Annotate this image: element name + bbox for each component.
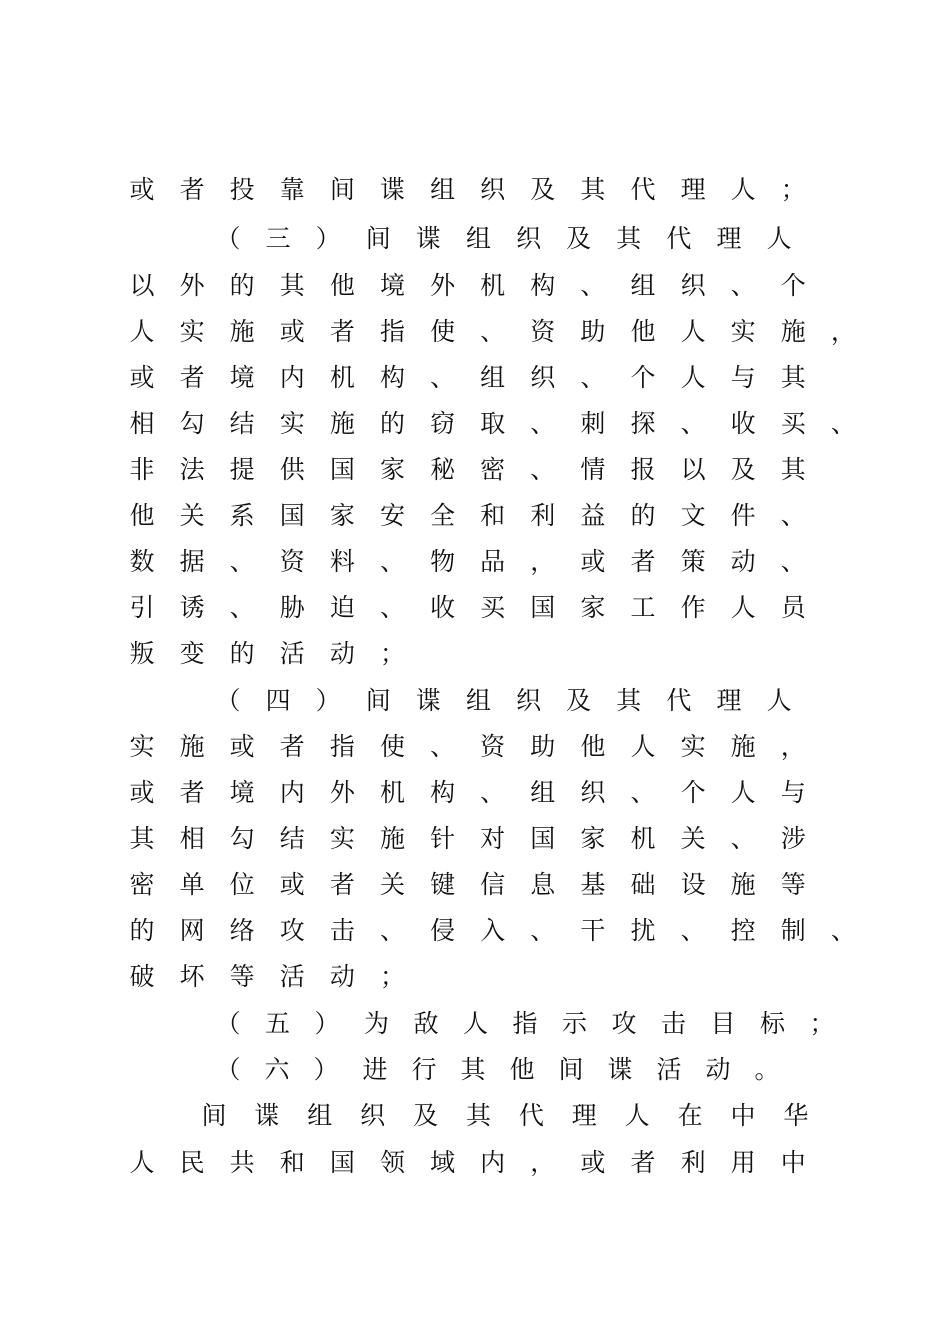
text-glyph: 涉 xyxy=(780,824,806,853)
text-glyph: 中 xyxy=(780,1148,806,1177)
text-glyph: ， xyxy=(530,547,556,576)
text-glyph: 间 xyxy=(365,686,391,715)
text-glyph: 谍 xyxy=(379,175,405,204)
text-glyph: 人 xyxy=(129,1148,155,1177)
text-glyph: 家 xyxy=(580,824,606,853)
text-glyph: 者 xyxy=(179,363,205,392)
text-glyph: 设 xyxy=(680,870,706,899)
text-glyph: 进 xyxy=(362,1055,388,1084)
text-glyph: 等 xyxy=(780,870,806,899)
text-glyph: 个 xyxy=(630,363,656,392)
text-glyph: 、 xyxy=(430,363,456,392)
text-glyph: 、 xyxy=(530,455,556,484)
text-glyph: 华 xyxy=(783,1101,809,1130)
text-glyph: 代 xyxy=(630,175,656,204)
text-glyph: ） xyxy=(313,1055,339,1084)
text-glyph: 国 xyxy=(329,1148,355,1177)
text-glyph: 理 xyxy=(716,686,742,715)
text-glyph: 买 xyxy=(480,593,506,622)
text-glyph: 动 xyxy=(730,547,756,576)
text-glyph: 或 xyxy=(129,778,155,807)
text-glyph: 干 xyxy=(580,916,606,945)
text-glyph: 的 xyxy=(379,409,405,438)
text-glyph: 扰 xyxy=(630,916,656,945)
text-glyph: 靠 xyxy=(279,175,305,204)
text-glyph: 据 xyxy=(179,547,205,576)
text-glyph: 间 xyxy=(365,224,391,253)
text-glyph: 国 xyxy=(530,824,556,853)
text-glyph: 利 xyxy=(680,1148,706,1177)
text-glyph: 其 xyxy=(580,175,606,204)
text-glyph: 人 xyxy=(730,593,756,622)
text-glyph: 工 xyxy=(630,593,656,622)
text-glyph: 机 xyxy=(329,363,355,392)
text-glyph: 击 xyxy=(329,916,355,945)
text-glyph: 间 xyxy=(329,175,355,204)
text-glyph: 组 xyxy=(307,1101,333,1130)
text-glyph: 理 xyxy=(716,224,742,253)
text-glyph: 键 xyxy=(430,870,456,899)
text-glyph: 织 xyxy=(580,778,606,807)
text-glyph: 国 xyxy=(530,593,556,622)
text-glyph: 及 xyxy=(413,1101,439,1130)
text-glyph: 谍 xyxy=(607,1055,633,1084)
text-glyph: （ xyxy=(215,224,241,253)
text-glyph: 和 xyxy=(480,501,506,530)
text-glyph: （ xyxy=(215,1009,241,1038)
text-glyph: 文 xyxy=(680,501,706,530)
text-glyph: 织 xyxy=(530,363,556,392)
text-glyph: 家 xyxy=(580,593,606,622)
text-glyph: 件 xyxy=(730,501,756,530)
text-glyph: ） xyxy=(315,686,341,715)
text-glyph: ； xyxy=(379,639,405,668)
text-glyph: 窃 xyxy=(430,409,456,438)
text-glyph: 勾 xyxy=(229,824,255,853)
text-glyph: 、 xyxy=(780,501,806,530)
text-glyph: 秘 xyxy=(430,455,456,484)
text-glyph: ） xyxy=(315,224,341,253)
text-glyph: 、 xyxy=(379,547,405,576)
text-glyph: 人 xyxy=(766,686,792,715)
text-glyph: 间 xyxy=(558,1055,584,1084)
text-glyph: 、 xyxy=(229,593,255,622)
text-glyph: 其 xyxy=(780,455,806,484)
text-glyph: 其 xyxy=(616,224,642,253)
text-glyph: 系 xyxy=(229,501,255,530)
text-glyph: 。 xyxy=(754,1055,780,1084)
text-glyph: 破 xyxy=(129,962,155,991)
text-glyph: 及 xyxy=(530,175,556,204)
text-glyph: 境 xyxy=(229,363,255,392)
text-glyph: 动 xyxy=(329,962,355,991)
text-glyph: 人 xyxy=(624,1101,650,1130)
text-glyph: 其 xyxy=(279,271,305,300)
text-glyph: 品 xyxy=(480,547,506,576)
text-glyph: 人 xyxy=(730,778,756,807)
text-glyph: 全 xyxy=(430,501,456,530)
text-glyph: 、 xyxy=(830,916,856,945)
text-glyph: 或 xyxy=(229,732,255,761)
text-glyph: 攻 xyxy=(279,916,305,945)
text-glyph: 实 xyxy=(680,732,706,761)
text-glyph: 五 xyxy=(264,1009,290,1038)
text-glyph: 与 xyxy=(730,363,756,392)
text-glyph: 密 xyxy=(480,455,506,484)
text-glyph: 或 xyxy=(279,317,305,346)
text-glyph: 用 xyxy=(730,1148,756,1177)
text-glyph: 、 xyxy=(630,778,656,807)
text-glyph: 目 xyxy=(710,1009,736,1038)
text-glyph: 控 xyxy=(730,916,756,945)
text-glyph: 络 xyxy=(229,916,255,945)
text-glyph: 基 xyxy=(580,870,606,899)
text-glyph: 他 xyxy=(580,732,606,761)
text-glyph: 人 xyxy=(129,317,155,346)
text-glyph: 础 xyxy=(630,870,656,899)
text-glyph: 行 xyxy=(411,1055,437,1084)
text-glyph: 实 xyxy=(730,317,756,346)
text-glyph: 的 xyxy=(630,501,656,530)
text-glyph: 理 xyxy=(571,1101,597,1130)
text-glyph: 他 xyxy=(329,271,355,300)
text-glyph: 情 xyxy=(580,455,606,484)
text-glyph: 人 xyxy=(730,175,756,204)
text-glyph: ， xyxy=(530,1148,556,1177)
text-glyph: 引 xyxy=(129,593,155,622)
text-glyph: 诱 xyxy=(179,593,205,622)
text-glyph: ； xyxy=(809,1009,835,1038)
text-glyph: 以 xyxy=(129,271,155,300)
text-glyph: 域 xyxy=(430,1148,456,1177)
text-glyph: 者 xyxy=(179,778,205,807)
text-glyph: 中 xyxy=(730,1101,756,1130)
text-glyph: 外 xyxy=(329,778,355,807)
text-glyph: 或 xyxy=(580,547,606,576)
text-glyph: 、 xyxy=(530,916,556,945)
text-glyph: 者 xyxy=(630,547,656,576)
text-glyph: 相 xyxy=(129,409,155,438)
text-glyph: 施 xyxy=(179,732,205,761)
text-glyph: 作 xyxy=(680,593,706,622)
text-glyph: 代 xyxy=(666,686,692,715)
text-glyph: ） xyxy=(314,1009,340,1038)
text-glyph: 内 xyxy=(279,363,305,392)
text-glyph: 谍 xyxy=(415,686,441,715)
text-glyph: 指 xyxy=(512,1009,538,1038)
text-glyph: 组 xyxy=(465,224,491,253)
text-glyph: 施 xyxy=(730,870,756,899)
text-glyph: 三 xyxy=(265,224,291,253)
text-glyph: 构 xyxy=(430,778,456,807)
text-glyph: 他 xyxy=(509,1055,535,1084)
text-glyph: 、 xyxy=(780,547,806,576)
text-glyph: 数 xyxy=(129,547,155,576)
text-glyph: 策 xyxy=(680,547,706,576)
text-glyph: 勾 xyxy=(179,409,205,438)
text-glyph: 结 xyxy=(279,824,305,853)
text-glyph: 、 xyxy=(379,593,405,622)
text-glyph: 实 xyxy=(129,732,155,761)
text-glyph: 动 xyxy=(329,639,355,668)
text-glyph: 组 xyxy=(630,271,656,300)
text-glyph: 变 xyxy=(179,639,205,668)
text-glyph: 组 xyxy=(530,778,556,807)
text-glyph: ； xyxy=(379,962,405,991)
text-glyph: 活 xyxy=(279,962,305,991)
text-glyph: 使 xyxy=(430,317,456,346)
text-glyph: 制 xyxy=(780,916,806,945)
text-glyph: 料 xyxy=(329,547,355,576)
text-glyph: 及 xyxy=(730,455,756,484)
text-glyph: 、 xyxy=(680,916,706,945)
text-glyph: 与 xyxy=(780,778,806,807)
text-glyph: 代 xyxy=(666,224,692,253)
text-glyph: 构 xyxy=(379,363,405,392)
text-glyph: 、 xyxy=(580,271,606,300)
text-glyph: 人 xyxy=(462,1009,488,1038)
text-glyph: 者 xyxy=(179,175,205,204)
text-glyph: 收 xyxy=(730,409,756,438)
text-glyph: 人 xyxy=(766,224,792,253)
text-glyph: 利 xyxy=(530,501,556,530)
text-glyph: 探 xyxy=(630,409,656,438)
text-glyph: 攻 xyxy=(611,1009,637,1038)
text-glyph: ， xyxy=(830,317,856,346)
text-glyph: 国 xyxy=(279,501,305,530)
text-glyph: 、 xyxy=(680,409,706,438)
text-glyph: 安 xyxy=(379,501,405,530)
text-glyph: 家 xyxy=(379,455,405,484)
text-glyph: （ xyxy=(215,686,241,715)
text-glyph: 个 xyxy=(680,778,706,807)
text-glyph: 实 xyxy=(179,317,205,346)
text-glyph: 家 xyxy=(329,501,355,530)
text-glyph: 领 xyxy=(379,1148,405,1177)
text-glyph: 组 xyxy=(430,175,456,204)
text-glyph: 谍 xyxy=(415,224,441,253)
text-glyph: 其 xyxy=(616,686,642,715)
text-glyph: 、 xyxy=(580,363,606,392)
text-glyph: 供 xyxy=(279,455,305,484)
text-glyph: 迫 xyxy=(329,593,355,622)
text-glyph: 内 xyxy=(480,1148,506,1177)
text-glyph: 间 xyxy=(201,1101,227,1130)
text-glyph: 活 xyxy=(656,1055,682,1084)
text-glyph: 国 xyxy=(329,455,355,484)
text-glyph: 物 xyxy=(430,547,456,576)
text-glyph: 、 xyxy=(229,547,255,576)
text-glyph: 理 xyxy=(680,175,706,204)
text-glyph: 个 xyxy=(780,271,806,300)
text-glyph: 和 xyxy=(279,1148,305,1177)
text-glyph: 施 xyxy=(730,732,756,761)
text-glyph: 者 xyxy=(329,317,355,346)
text-glyph: 关 xyxy=(179,501,205,530)
text-glyph: 报 xyxy=(630,455,656,484)
text-glyph: 侵 xyxy=(430,916,456,945)
text-glyph: 施 xyxy=(329,409,355,438)
text-glyph: 人 xyxy=(630,732,656,761)
text-glyph: 益 xyxy=(580,501,606,530)
text-glyph: 人 xyxy=(680,317,706,346)
text-glyph: 机 xyxy=(630,824,656,853)
text-glyph: 信 xyxy=(480,870,506,899)
text-glyph: 的 xyxy=(229,271,255,300)
text-glyph: 的 xyxy=(129,916,155,945)
text-glyph: 指 xyxy=(379,317,405,346)
text-glyph: 密 xyxy=(129,870,155,899)
text-glyph: 境 xyxy=(229,778,255,807)
text-glyph: 指 xyxy=(329,732,355,761)
text-glyph: 敌 xyxy=(413,1009,439,1038)
text-glyph: 或 xyxy=(580,1148,606,1177)
text-glyph: 他 xyxy=(630,317,656,346)
text-glyph: 法 xyxy=(179,455,205,484)
text-glyph: 刺 xyxy=(580,409,606,438)
text-glyph: 其 xyxy=(129,824,155,853)
text-glyph: 内 xyxy=(279,778,305,807)
text-glyph: 织 xyxy=(480,175,506,204)
text-glyph: 共 xyxy=(229,1148,255,1177)
text-glyph: 以 xyxy=(680,455,706,484)
text-glyph: 关 xyxy=(379,870,405,899)
text-glyph: 动 xyxy=(705,1055,731,1084)
text-glyph: 外 xyxy=(430,271,456,300)
text-glyph: 使 xyxy=(379,732,405,761)
text-glyph: 入 xyxy=(480,916,506,945)
text-glyph: 境 xyxy=(379,271,405,300)
text-glyph: 坏 xyxy=(179,962,205,991)
text-glyph: 针 xyxy=(430,824,456,853)
text-glyph: 为 xyxy=(363,1009,389,1038)
text-glyph: 资 xyxy=(480,732,506,761)
text-glyph: 或 xyxy=(129,175,155,204)
text-glyph: 资 xyxy=(279,547,305,576)
text-glyph: 及 xyxy=(566,686,592,715)
text-glyph: 人 xyxy=(680,363,706,392)
text-glyph: 及 xyxy=(566,224,592,253)
text-glyph: ， xyxy=(780,732,806,761)
text-glyph: 或 xyxy=(129,363,155,392)
text-glyph: 非 xyxy=(129,455,155,484)
text-glyph: 单 xyxy=(179,870,205,899)
text-glyph: ； xyxy=(780,175,806,204)
text-glyph: 机 xyxy=(480,271,506,300)
text-glyph: 织 xyxy=(516,686,542,715)
text-glyph: 、 xyxy=(530,409,556,438)
text-glyph: 结 xyxy=(229,409,255,438)
text-glyph: 谍 xyxy=(254,1101,280,1130)
text-glyph: 实 xyxy=(329,824,355,853)
text-glyph: 网 xyxy=(179,916,205,945)
text-glyph: 活 xyxy=(279,639,305,668)
text-glyph: 买 xyxy=(780,409,806,438)
text-glyph: 代 xyxy=(518,1101,544,1130)
text-glyph: 施 xyxy=(379,824,405,853)
text-glyph: 示 xyxy=(561,1009,587,1038)
text-glyph: 六 xyxy=(264,1055,290,1084)
text-glyph: 助 xyxy=(530,732,556,761)
text-glyph: 机 xyxy=(379,778,405,807)
text-glyph: 、 xyxy=(379,916,405,945)
text-glyph: 其 xyxy=(780,363,806,392)
text-glyph: 施 xyxy=(229,317,255,346)
text-glyph: 收 xyxy=(430,593,456,622)
text-glyph: 四 xyxy=(265,686,291,715)
text-glyph: 提 xyxy=(229,455,255,484)
text-glyph: 或 xyxy=(279,870,305,899)
text-glyph: 位 xyxy=(229,870,255,899)
text-glyph: 投 xyxy=(229,175,255,204)
text-glyph: 者 xyxy=(630,1148,656,1177)
text-glyph: 组 xyxy=(465,686,491,715)
text-glyph: 民 xyxy=(179,1148,205,1177)
text-glyph: 织 xyxy=(680,271,706,300)
text-glyph: 、 xyxy=(730,271,756,300)
text-glyph: 他 xyxy=(129,501,155,530)
text-glyph: 者 xyxy=(279,732,305,761)
text-glyph: 构 xyxy=(530,271,556,300)
text-glyph: 标 xyxy=(759,1009,785,1038)
text-glyph: 相 xyxy=(179,824,205,853)
text-glyph: 息 xyxy=(530,870,556,899)
text-glyph: 、 xyxy=(730,824,756,853)
text-glyph: 其 xyxy=(460,1055,486,1084)
text-glyph: 关 xyxy=(680,824,706,853)
text-glyph: 织 xyxy=(516,224,542,253)
text-glyph: 织 xyxy=(360,1101,386,1130)
text-glyph: （ xyxy=(215,1055,241,1084)
text-glyph: 其 xyxy=(465,1101,491,1130)
text-glyph: 组 xyxy=(480,363,506,392)
text-glyph: 者 xyxy=(329,870,355,899)
text-glyph: 、 xyxy=(430,732,456,761)
text-glyph: 在 xyxy=(677,1101,703,1130)
text-glyph: 击 xyxy=(660,1009,686,1038)
text-glyph: 助 xyxy=(580,317,606,346)
text-glyph: 资 xyxy=(530,317,556,346)
text-glyph: 胁 xyxy=(279,593,305,622)
text-glyph: 、 xyxy=(480,317,506,346)
text-glyph: 、 xyxy=(480,778,506,807)
text-glyph: 外 xyxy=(179,271,205,300)
text-glyph: 实 xyxy=(279,409,305,438)
text-glyph: 对 xyxy=(480,824,506,853)
text-glyph: 等 xyxy=(229,962,255,991)
text-glyph: 员 xyxy=(780,593,806,622)
text-glyph: 叛 xyxy=(129,639,155,668)
text-glyph: 施 xyxy=(780,317,806,346)
text-glyph: 的 xyxy=(229,639,255,668)
text-glyph: 取 xyxy=(480,409,506,438)
text-glyph: 、 xyxy=(830,409,856,438)
